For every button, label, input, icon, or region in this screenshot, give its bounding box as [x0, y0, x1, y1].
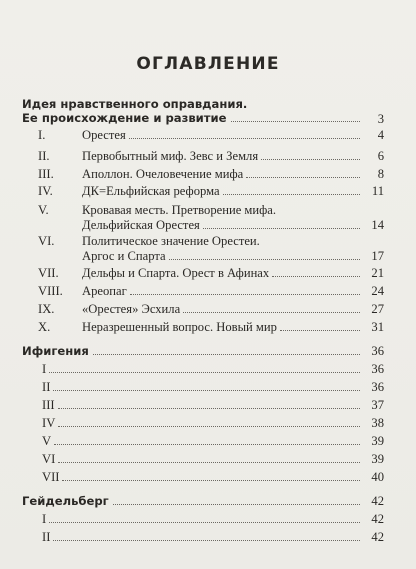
page-number: 42 — [371, 530, 384, 544]
page-number: 4 — [377, 128, 384, 142]
page-number: 38 — [371, 416, 384, 430]
chapter-number: X. — [38, 320, 51, 334]
chapter-number: IX. — [38, 302, 55, 316]
chapter-number: I — [42, 512, 47, 526]
page-number: 17 — [371, 249, 384, 263]
dot-leader — [130, 294, 360, 295]
page-number: 3 — [377, 112, 384, 126]
dot-leader — [49, 372, 360, 373]
page-number: 40 — [371, 470, 384, 484]
chapter-number: II — [42, 380, 51, 394]
chapter-title: Ареопаг — [82, 284, 127, 298]
chapter-number: III — [42, 398, 55, 412]
dot-leader — [58, 408, 360, 409]
chapter-title: Орестея — [82, 128, 126, 142]
chapter-title: «Орестея» Эсхила — [82, 302, 181, 316]
page-number: 14 — [371, 218, 384, 232]
page-number: 24 — [371, 284, 384, 298]
dot-leader — [58, 462, 360, 463]
dot-leader — [62, 480, 360, 481]
section-heading: Гейдельберг — [22, 494, 109, 508]
dot-leader — [272, 276, 360, 277]
chapter-number: III. — [38, 167, 54, 181]
chapter-number: VII — [42, 470, 60, 484]
page-number: 37 — [371, 398, 384, 412]
dot-leader — [93, 354, 360, 355]
dot-leader — [223, 194, 360, 195]
chapter-title: Дельфы и Спарта. Орест в Афинах — [82, 266, 270, 280]
chapter-number: VIII. — [38, 284, 63, 298]
page-number: 11 — [371, 184, 384, 198]
dot-leader — [54, 444, 360, 445]
page-number: 36 — [371, 362, 384, 376]
page-number: 36 — [371, 344, 384, 358]
page-number: 36 — [371, 380, 384, 394]
page-number: 42 — [371, 512, 384, 526]
page-number: 27 — [371, 302, 384, 316]
section-heading-line: Ее происхождение и развитие — [22, 111, 227, 125]
section-heading-line: Идея нравственного оправдания. — [22, 97, 248, 111]
dot-leader — [58, 426, 360, 427]
page-number: 6 — [377, 149, 384, 163]
page-number: 39 — [371, 452, 384, 466]
dot-leader — [129, 138, 360, 139]
chapter-title: ДК=Ельфийская реформа — [82, 184, 220, 198]
chapter-number: IV — [42, 416, 56, 430]
chapter-number: VI. — [38, 234, 55, 248]
chapter-title: Аполлон. Очеловечение мифа — [82, 167, 244, 181]
dot-leader — [246, 177, 360, 178]
chapter-number: I. — [38, 128, 46, 142]
dot-leader — [113, 504, 360, 505]
dot-leader — [49, 522, 360, 523]
chapter-number: V. — [38, 203, 49, 217]
dot-leader — [169, 259, 360, 260]
chapter-title: Кровавая месть. Претворение мифа. — [82, 203, 277, 217]
chapter-number: I — [42, 362, 47, 376]
dot-leader — [53, 540, 360, 541]
page-number: 31 — [371, 320, 384, 334]
chapter-title: Дельфийская Орестея — [82, 218, 200, 232]
chapter-number: IV. — [38, 184, 53, 198]
page-number: 42 — [371, 494, 384, 508]
chapter-number: II. — [38, 149, 50, 163]
dot-leader — [261, 159, 360, 160]
page-number: 21 — [371, 266, 384, 280]
chapter-title: Неразрешенный вопрос. Новый мир — [82, 320, 277, 334]
page-number: 8 — [377, 167, 384, 181]
dot-leader — [231, 121, 360, 122]
dot-leader — [53, 390, 360, 391]
page-number: 39 — [371, 434, 384, 448]
chapter-number: V — [42, 434, 52, 448]
dot-leader — [280, 330, 360, 331]
chapter-number: VII. — [38, 266, 59, 280]
dot-leader — [183, 312, 360, 313]
chapter-title: Политическое значение Орестеи. — [82, 234, 260, 248]
chapter-number: II — [42, 530, 51, 544]
chapter-title: Аргос и Спарта — [82, 249, 166, 263]
dot-leader — [203, 228, 360, 229]
page-title: ОГЛАВЛЕНИЕ — [136, 54, 280, 74]
chapter-title: Первобытный миф. Зевс и Земля — [82, 149, 259, 163]
chapter-number: VI — [42, 452, 56, 466]
section-heading: Ифигения — [22, 344, 89, 358]
